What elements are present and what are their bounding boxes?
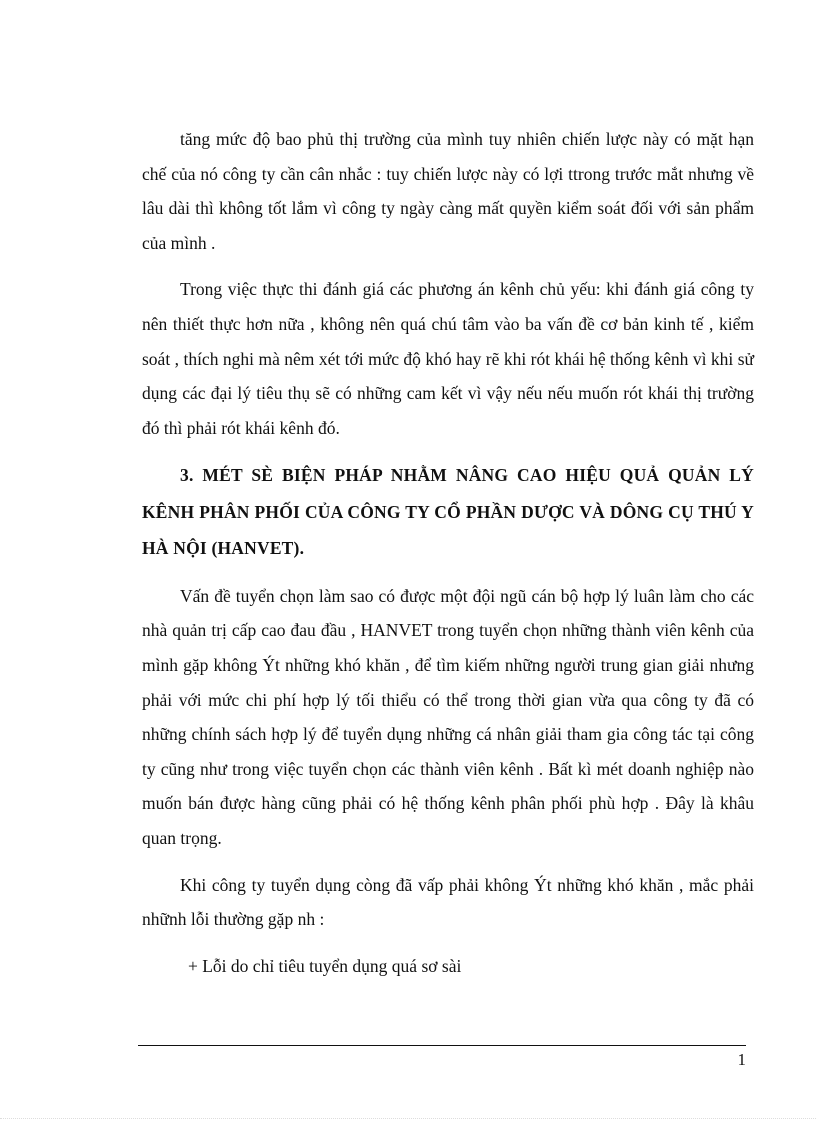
paragraph-4: Khi công ty tuyển dụng còng đã vấp phải không Ýt những khó khăn , mắc phải nhữnh lỗi thường gặp nh : — [142, 874, 754, 930]
footer-divider — [138, 1045, 746, 1046]
page-number: 1 — [737, 1050, 746, 1069]
paragraph-2: Trong việc thực thi đánh giá các phương án kênh chủ yếu: khi đánh giá công ty nên thiết thực hơn nữa , không nên quá chú tâm vào ba vấn đề cơ bản kinh tế , kiểm soát , thích nghi mà nêm xét tới mức độ khó hay rẽ khi rót khái hệ thống kênh vì khi sử dụng các đại lý tiêu thụ sẽ có những cam kết vì vậy nếu nếu muốn rót khái thị trường đó thì phải rót khái kênh đó. — [142, 279, 754, 438]
page-body — [142, 122, 754, 983]
section-heading: 3. MÉT SÈ BIỆN PHÁP NHẰM NÂNG CAO HIỆU QUẢ QUẢN LÝ KÊNH PHÂN PHỐI CỦA CÔNG TY CỔ PHẦN DƯỢC VÀ DÔNG CỤ THÚ Y HÀ NỘI (HANVET). — [142, 465, 754, 559]
paragraph-1: tăng mức độ bao phủ thị trường của mình tuy nhiên chiến lược này có mặt hạn chế của nó công ty cần cân nhắc : tuy chiến lược này có lợi ttrong trước mắt nhưng về lâu dài thì không tốt lắm vì công ty ngày càng mất quyền kiểm soát đối với sản phẩm của mình . — [142, 129, 754, 253]
page-bottom-edge — [0, 1118, 816, 1119]
paragraph-3: Vấn đề tuyển chọn làm sao có được một đội ngũ cán bộ hợp lý luân làm cho các nhà quản trị cấp cao đau đầu , HANVET trong tuyển chọn những thành viên kênh của mình gặp không Ýt những khó khăn , để tìm kiếm những người trung gian giải nhưng phải với mức chi phí hợp lý tối thiểu có thể trong thời gian vừa qua công ty đã có những chính sách hợp lý để tuyển dụng những cá nhân giải tham gia công tác tại công ty cũng như trong việc tuyển chọn các thành viên kênh . Bất kì mét doanh nghiệp nào muốn bán được hàng cũng phải có hệ thống kênh phân phối phù hợp . Đây là khâu quan trọng. — [142, 585, 754, 848]
bullet-item: + Lỗi do chỉ tiêu tuyển dụng quá sơ sài — [188, 955, 462, 976]
